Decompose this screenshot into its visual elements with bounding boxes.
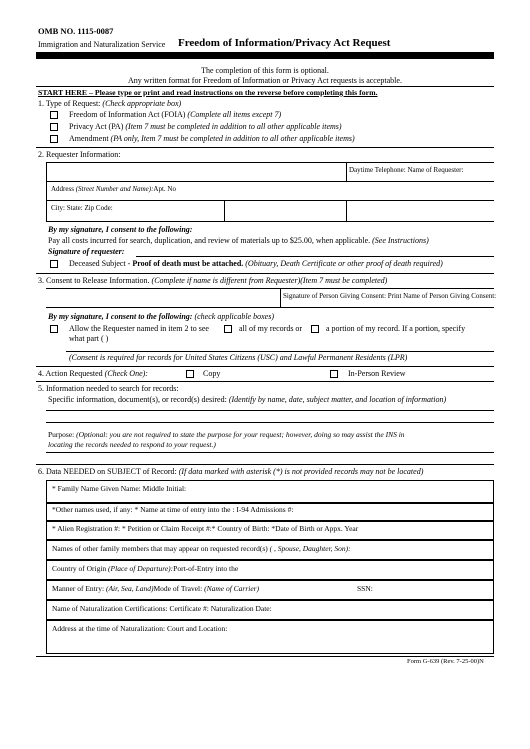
all-records-checkbox[interactable] [224,325,232,333]
country-origin-label: Country of Origin (Place of Departure):Port-of-Entry into the [52,564,239,573]
portion-record-checkbox[interactable] [311,325,319,333]
what-part-text: what part ( ) [69,334,109,343]
in-person-option: In-Person Review [348,369,406,378]
purpose-hint-line2: locating the records needed to respond to your request.) [48,440,216,449]
consent-title-2: By my signature, I consent to the following: [48,225,193,234]
ssn-label: SSN: [357,584,373,593]
foia-option: Freedom of Information Act (FOIA) (Complete all items except 7) [69,110,282,119]
pa-option: Privacy Act (PA) (Item 7 must be completed in addition to all other applicable items) [69,122,342,131]
address-label: Address (Street Number and Name):Apt. No [51,185,176,193]
amendment-option: Amendment (PA only, Item 7 must be completed in addition to all other applicable items) [69,134,355,143]
deceased-subject-text: Deceased Subject - Proof of death must be attached. (Obituary, Death Certificate or other proof of death required) [69,259,443,268]
family-members-label: Names of other family members that may appear on requested record(s) ( , Spouse, Daughter, Son): [52,544,351,553]
section5-label: 5. Information needed to search for records: [38,384,179,393]
amendment-checkbox[interactable] [50,135,58,143]
section3-label: 3. Consent to Release Information. (Complete if name is different from Requester)(Item 7 must be completed) [38,276,388,285]
allow-requester-text: Allow the Requester named in item 2 to see [69,324,209,333]
pa-checkbox[interactable] [50,123,58,131]
city-state-zip-label: City: State: Zip Code: [51,204,113,212]
other-names-label: *Other names used, if any: * Name at time of entry into the : I-94 Admissions #: [52,505,294,514]
copy-option: Copy [203,369,221,378]
consent-title-3: By my signature, I consent to the following: (check applicable boxes) [48,312,274,321]
signature-requester-label: Signature of requester: [48,247,125,256]
purpose-label: Purpose: (Optional: you are not required to state the purpose for your request; however, doing so may assist the INS in [48,430,405,439]
specific-info-label: Specific information, document(s), or record(s) desired: (Identify by name, date, subject matter, and location of information) [48,395,447,404]
section6-label: 6. Data NEEDED on SUBJECT of Record: (If data marked with asterisk (*) is not provided records may not be located) [38,467,424,476]
form-title: Freedom of Information/Privacy Act Request [178,37,391,49]
deceased-checkbox[interactable] [50,260,58,268]
section1-label: 1. Type of Request: (Check appropriate box) [38,99,182,108]
start-here: START HERE – Please type or print and read instructions on the reverse before completing this form. [38,88,378,97]
alien-registration-label: * Alien Registration #: * Petition or Claim Receipt #:* Country of Birth: *Date of Birth or Appx. Year [52,524,359,533]
in-person-checkbox[interactable] [330,370,338,378]
naturalization-address-label: Address at the time of Naturalization: Court and Location: [52,624,228,633]
section2-label: 2. Requester Information: [38,150,121,159]
pay-costs-text: Pay all costs incurred for search, duplication, and review of materials up to $25.00, when applicable. (See Instructions) [48,236,429,245]
foia-checkbox[interactable] [50,111,58,119]
section4-label: 4. Action Requested (Check One): [38,369,148,378]
all-records-text: all of my records or [239,324,303,333]
family-name-label: * Family Name Given Name: Middle Initial: [52,484,187,493]
consent-signature-label: Signature of Person Giving Consent: Print Name of Person Giving Consent: [283,292,497,300]
allow-requester-checkbox[interactable] [50,325,58,333]
form-number: Form G-639 (Rev. 7-25-00)N [407,658,484,665]
header-bar [36,52,494,59]
format-note: Any written format for Freedom of Information or Privacy Act requests is acceptable. [128,76,402,85]
usc-lpr-note: (Consent is required for records for United States Citizens (USC) and Lawful Permanent Residents (LPR) [69,353,408,362]
naturalization-cert-label: Name of Naturalization Certifications: Certificate #: Naturalization Date: [52,604,272,613]
manner-entry-label: Manner of Entry: (Air, Sea, Land)Mode of Travel: (Name of Carrier) [52,584,260,593]
copy-checkbox[interactable] [186,370,194,378]
portion-record-text: a portion of my record. If a portion, specify [326,324,466,333]
omb-number: OMB NO. 1115-0087 [38,26,114,36]
agency-name: Immigration and Naturalization Service [38,40,166,49]
phone-name-label: Daytime Telephone: Name of Requester: [349,166,464,174]
optional-note: The completion of this form is optional. [201,66,329,75]
